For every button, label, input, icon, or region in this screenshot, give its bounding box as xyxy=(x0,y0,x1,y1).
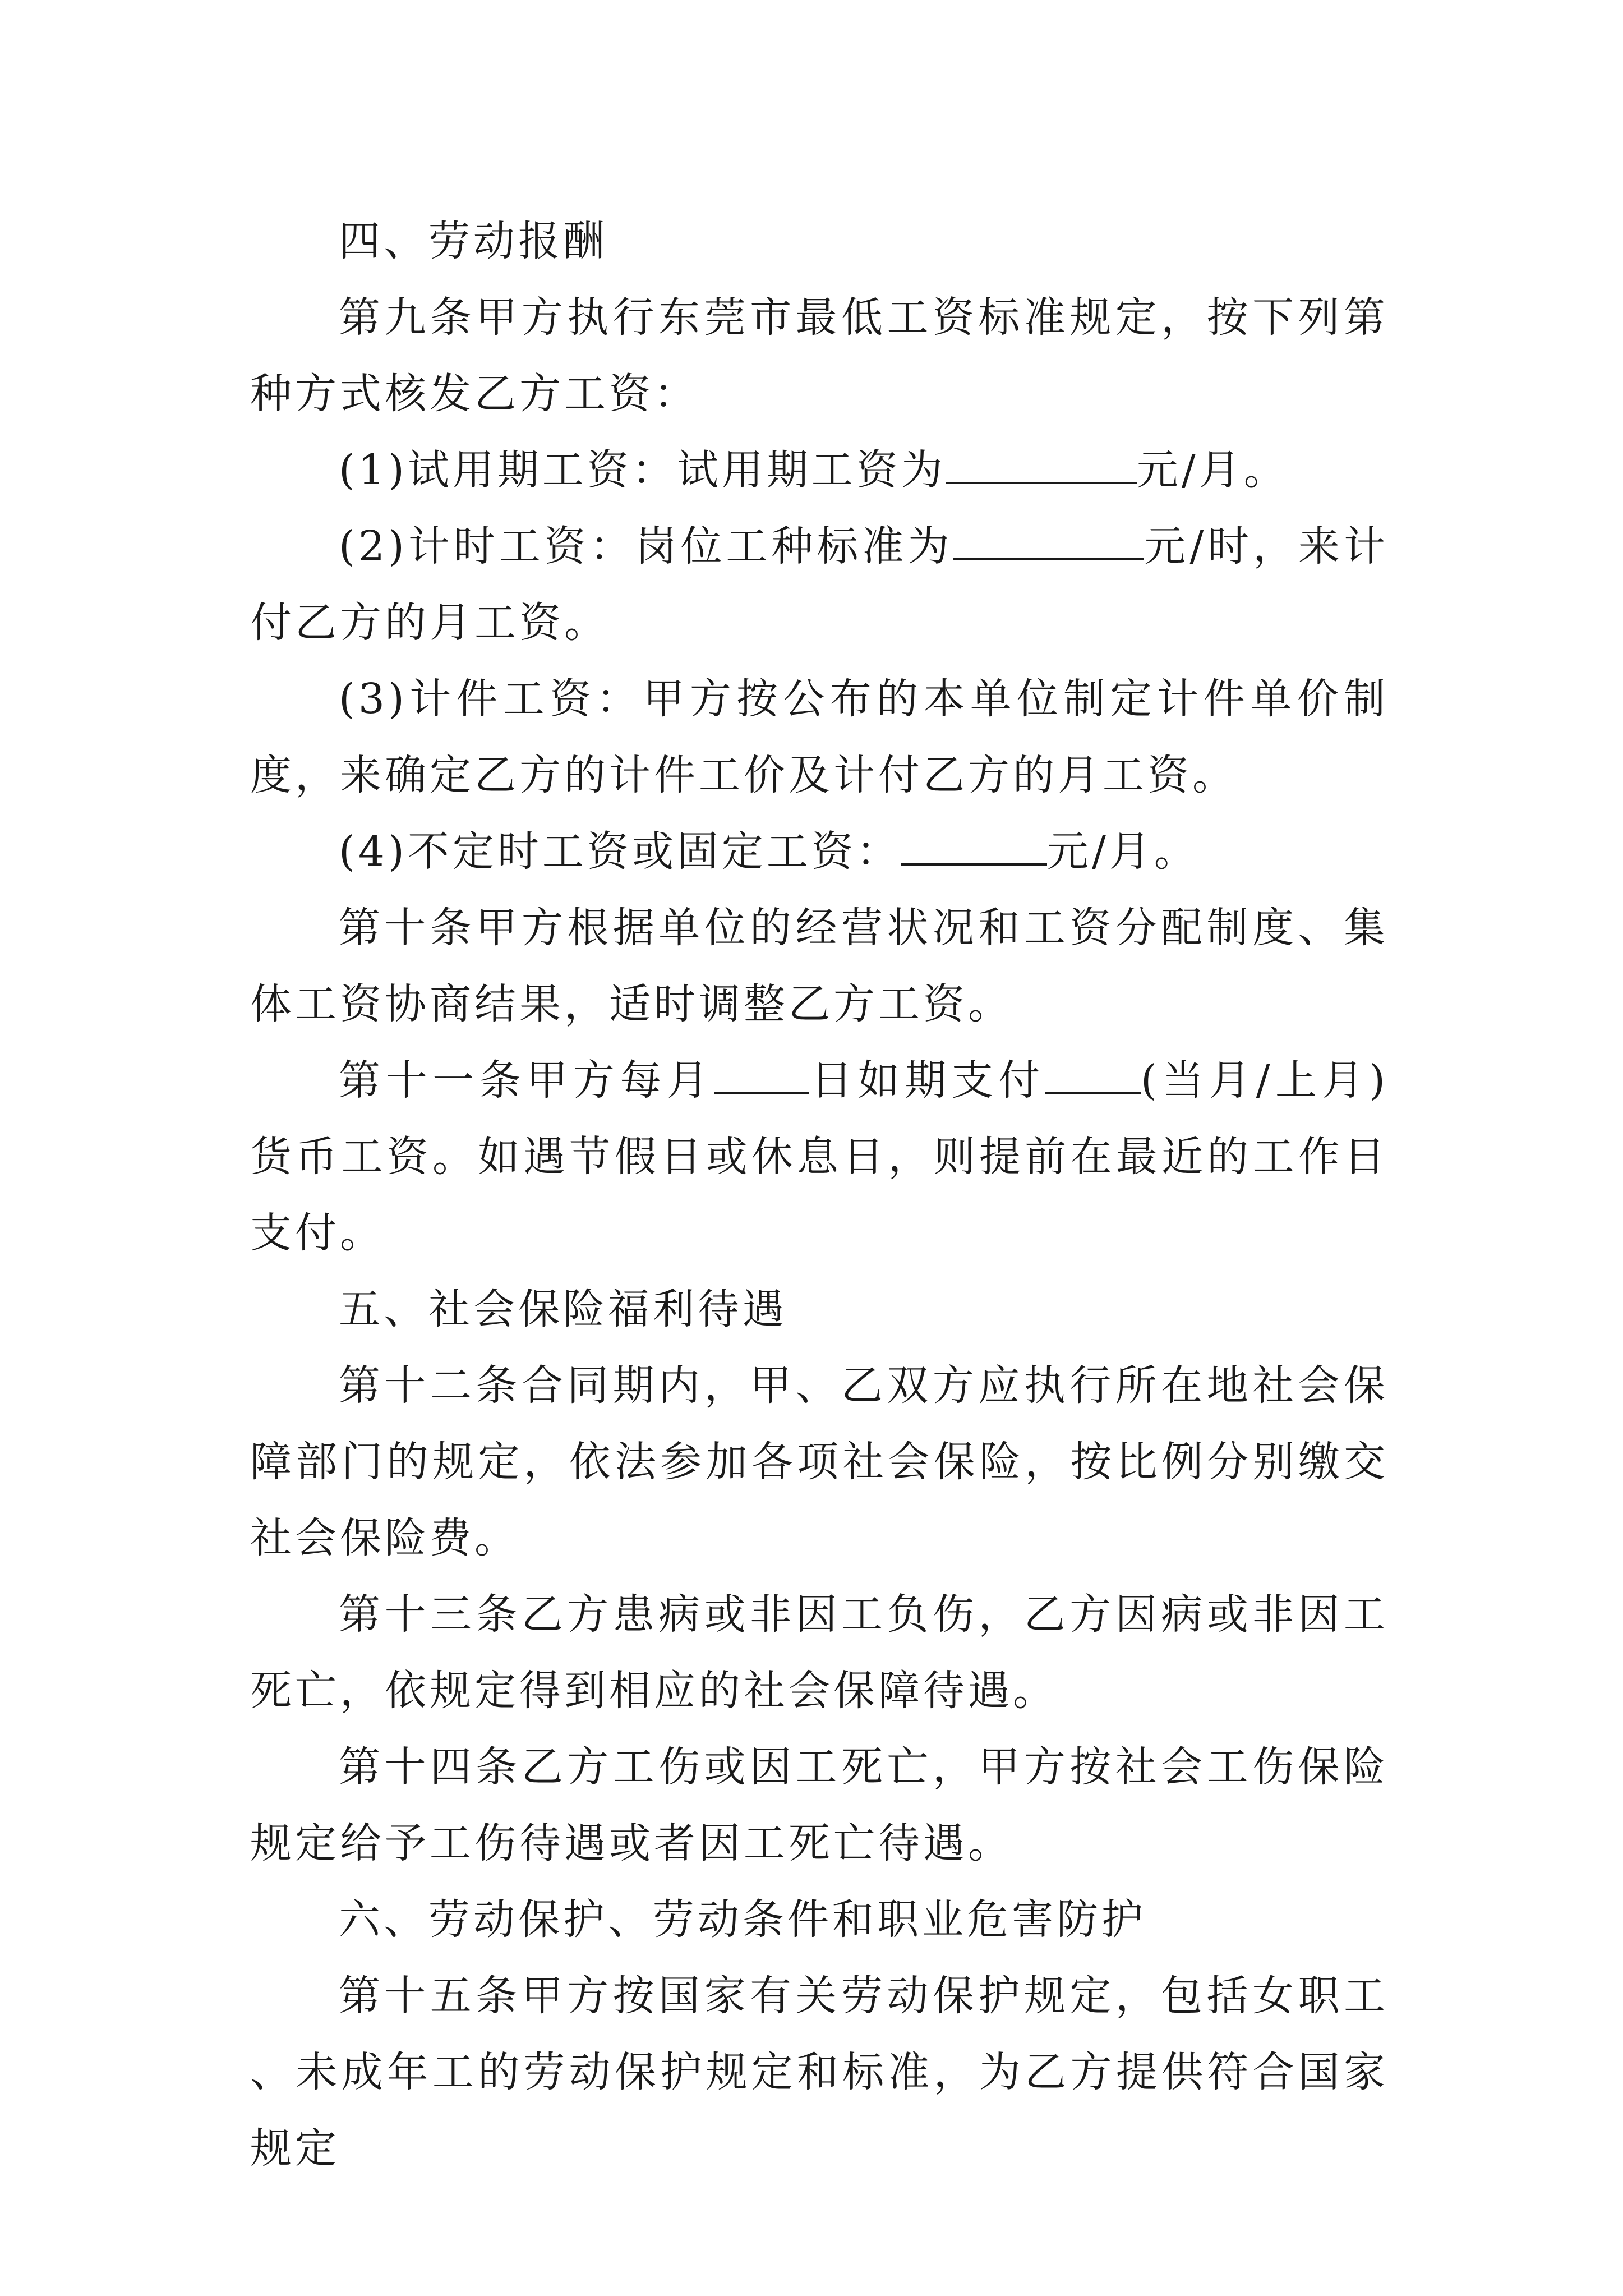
section-heading-labor-protection: 六、劳动保护、劳动条件和职业危害防护 xyxy=(339,1895,1146,1944)
article-11 xyxy=(250,1042,1389,1271)
article-11-text-b: 日如期支付 xyxy=(809,1056,1045,1105)
article-9: 第九条甲方执行东莞市最低工资标准规定，按下列第种方式核发乙方工资： xyxy=(250,293,1389,418)
item-fixed-wage xyxy=(250,813,1389,890)
article-10: 第十条甲方根据单位的经营状况和工资分配制度、集体工资协商结果，适时调整乙方工资。 xyxy=(250,904,1389,1028)
blank-hourly-amount xyxy=(953,524,1144,560)
blank-pay-day xyxy=(714,1059,809,1094)
item-hourly-wage-text: (2)计时工资：岗位工种标准为 xyxy=(339,522,953,570)
item-hourly-wage-unit: 元/时，来计付乙方的月工资。 xyxy=(250,522,1389,647)
article-13: 第十三条乙方患病或非因工负伤，乙方因病或非因工死亡，依规定得到相应的社会保障待遇。 xyxy=(250,1590,1389,1715)
item-hourly-wage xyxy=(250,508,1389,661)
item-fixed-wage-unit: 元/月。 xyxy=(1046,827,1199,876)
section-heading-labor-pay: 四、劳动报酬 xyxy=(339,217,608,265)
article-11-text-a: 第十一条甲方每月 xyxy=(339,1056,714,1105)
article-14: 第十四条乙方工伤或因工死亡，甲方按社会工伤保险规定给予工伤待遇或者因工死亡待遇。 xyxy=(250,1743,1389,1867)
blank-fixed-amount xyxy=(901,830,1047,866)
item-probation-wage-unit: 元/月。 xyxy=(1136,446,1289,494)
article-11-text-c: (当月/上月)货币工资。如遇节假日或休息日，则提前在最近的工作日支付。 xyxy=(250,1056,1389,1257)
item-probation-wage-text: (1)试用期工资：试用期工资为 xyxy=(339,446,946,494)
article-15: 第十五条甲方按国家有关劳动保护规定，包括女职工、未成年工的劳动保护规定和标准，为乙方提供符合国家规定 xyxy=(250,1972,1389,2173)
blank-probation-amount xyxy=(946,448,1137,484)
section-heading-social-insurance: 五、社会保险福利待遇 xyxy=(339,1285,787,1333)
document-body xyxy=(250,203,1389,2187)
blank-pay-month xyxy=(1045,1059,1141,1094)
item-probation-wage xyxy=(250,432,1389,508)
item-piece-wage: (3)计件工资：甲方按公布的本单位制定计件单价制度，来确定乙方的计件工价及计付乙方的月工资。 xyxy=(250,675,1389,799)
article-12: 第十二条合同期内，甲、乙双方应执行所在地社会保障部门的规定，依法参加各项社会保险，按比例分别缴交社会保险费。 xyxy=(250,1361,1389,1562)
item-fixed-wage-text: (4)不定时工资或固定工资： xyxy=(339,827,901,876)
